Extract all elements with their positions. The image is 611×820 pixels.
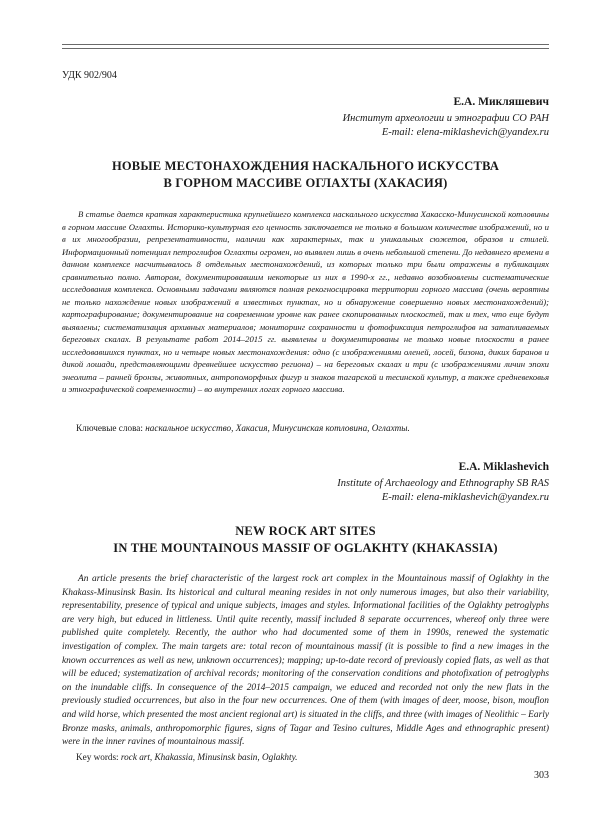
page-number: 303 bbox=[534, 770, 549, 781]
affiliation-ru: Институт археологии и этнографии СО РАН bbox=[342, 113, 549, 124]
keywords-ru bbox=[76, 423, 410, 433]
email-ru: E-mail: elena-miklashevich@yandex.ru bbox=[381, 127, 549, 138]
author-ru: Е.А. Микляшевич bbox=[453, 96, 549, 108]
author-en: E.A. Miklashevich bbox=[458, 461, 549, 473]
keywords-ru-label: Ключевые слова: bbox=[76, 423, 143, 433]
title-ru-line2: В ГОРНОМ МАССИВЕ ОГЛАХТЫ (ХАКАСИЯ) bbox=[163, 176, 448, 190]
header-rule bbox=[62, 44, 549, 45]
email-en: E-mail: elena-miklashevich@yandex.ru bbox=[381, 492, 549, 503]
udk-code: УДК 902/904 bbox=[62, 70, 117, 81]
title-en-line1: NEW ROCK ART SITES bbox=[235, 524, 376, 538]
title-ru bbox=[62, 158, 549, 192]
title-ru-line1: НОВЫЕ МЕСТОНАХОЖДЕНИЯ НАСКАЛЬНОГО ИСКУССТВА bbox=[111, 159, 500, 173]
abstract-en: An article presents the brief characteristic of the largest rock art complex in the Mountainous massif of Oglakhty in the Khakass-Minusinsk Basin. Its historical and cultural meaning resides in not only numerous images, but also their variability, representability, presence of typical and unique subjects, images and styles. Informational facilities of the Oglakhty petroglyphs are very high, but educed in littleness. Until quite recently, massif included 8 separate occurrences, whereof only three were published quite completely. Recently, the author who had documented some of them in 1990s, renewed the systematic investigation of complex. The main targets are: total recon of mountainous massif (it is possible to find a new images in the known occurrences as well as new, unknown occurrences); mapping; up-to-date record of previously copied flats, as well as that will be educed; systematization of archival records; monitoring of the conservation conditions and photofixation of petroglyphs on the inundable cliffs. In consequence of the 2014–2015 campaign, we educed and recorded not only the new flats in the previously studied occurrences, but also in the four new occurrences. One of them (with images of deer, moose, bison, mouflon and wild horse, which presented the most ancient regional art) is situated in the cliffs, and three (with images of Neolithic – Early Bronze masks, animals, anthropomorphic figures, signs of Tagar and Tesino cultures, Middle Ages and ethnographic present) were in the inner ravines of mountainous massif. bbox=[62, 574, 549, 748]
keywords-en-values: rock art, Khakassia, Minusinsk basin, Oglakhty. bbox=[120, 752, 298, 762]
title-en bbox=[62, 523, 549, 557]
affiliation-en: Institute of Archaeology and Ethnography SB RAS bbox=[337, 478, 549, 489]
keywords-en bbox=[76, 752, 297, 762]
header-rule-thin bbox=[62, 48, 549, 49]
keywords-en-label: Key words: bbox=[76, 752, 119, 762]
keywords-ru-values: наскальное искусство, Хакасия, Минусинская котловина, Оглахты. bbox=[145, 423, 410, 433]
abstract-ru: В статье дается краткая характеристика крупнейшего комплекса наскального искусства Хакасско-Минусинской котловины в горном массиве Оглахты. Историко-культурная его ценность заключается не только в большом количестве изображений, но и в их многообразии, репрезентативности, наличии как характерных, так и уникальных сюжетов, образов и стилей. Информационный потенциал петроглифов Оглахты огромен, но выявлен лишь в очень небольшой степени. До недавнего времени в данном комплексе насчитывалось 8 отдельных местонахождений, из которых только три были отражены в публикациях сравнительно полно. Автором, документировавшим некоторые из них в 1990-х гг., недавно возобновлены систематические исследования комплекса. Основными задачами являются полная рекогносцировка территории горного массива (очень вероятны не только нахождение новых изображений в известных пунктах, но и обнаружение совершенно новых местонахождений); картографирование; документирование на современном уровне как ранее скопированных плоскостей, так и тех, что еще будут выявлены; систематизация архивных материалов; мониторинг сохранности и фотофиксация петроглифов на затапливаемых береговых скалах. В результате работ 2014–2015 гг. выявлены и документированы не только новые плоскости в ранее исследовавшихся пунктах, но и четыре новых местонахождения: одно (с изображениями оленей, лосей, бизона, диких баранов и дикой лошади, представляющими древнейшее искусство региона) – на береговых скалах и три (с изображениями личин эпохи энеолита – ранней бронзы, животных, антропоморфных фигур и знаков тагарской и тесинской культур, а также средневековья и этнографической современности) – во внутренних логах горного массива. bbox=[62, 209, 549, 394]
title-en-line2: IN THE MOUNTAINOUS MASSIF OF OGLAKHTY (KHAKASSIA) bbox=[113, 541, 498, 555]
